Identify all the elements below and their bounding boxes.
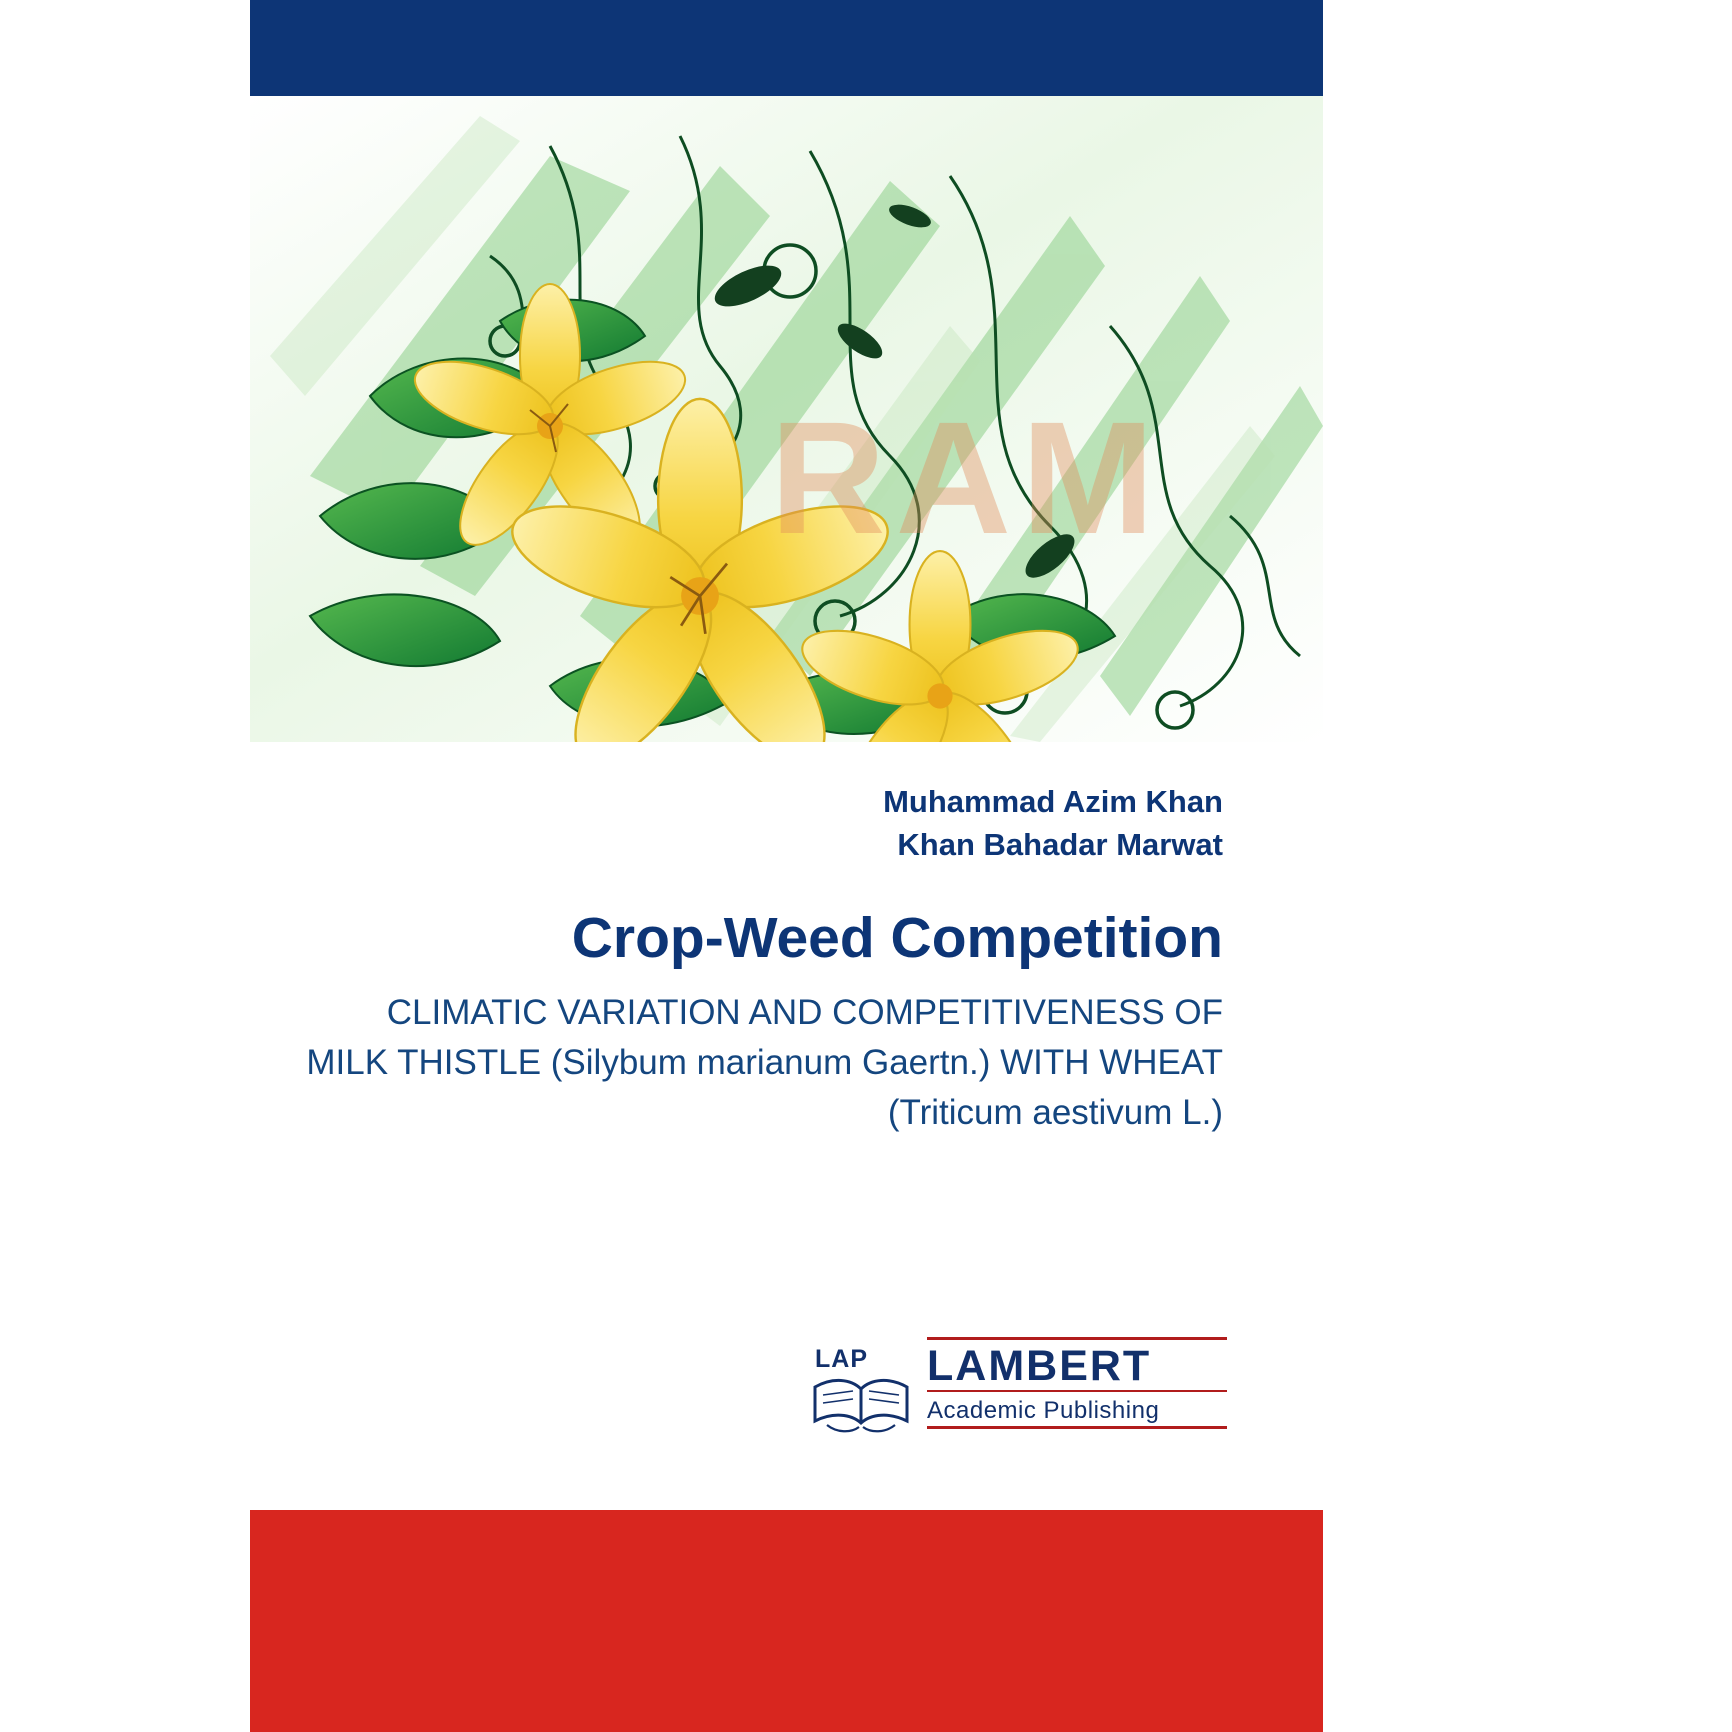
publisher-tagline: Academic Publishing <box>927 1392 1227 1429</box>
book-subtitle: CLIMATIC VARIATION AND COMPETITIVENESS OF MILK THISTLE (Silybum marianum Gaertn.) WITH WHEAT (Triticum aestivum L.) <box>306 993 1223 1132</box>
publisher-logo <box>805 1337 1225 1442</box>
publisher-name: LAMBERT <box>927 1337 1227 1392</box>
open-book-icon <box>807 1371 915 1433</box>
lap-wordmark: LAP <box>815 1345 868 1373</box>
bottom-color-band <box>250 1510 1323 1732</box>
publisher-text <box>927 1337 1227 1429</box>
top-color-band <box>250 0 1323 96</box>
floral-artwork-svg <box>250 96 1323 742</box>
artwork-watermark: RAM <box>770 388 1165 567</box>
cover-artboard <box>250 0 1323 1732</box>
author-name: Khan Bahadar Marwat <box>897 827 1223 862</box>
lap-mark <box>805 1343 917 1435</box>
cover-illustration <box>250 96 1323 742</box>
author-name: Muhammad Azim Khan <box>883 784 1223 819</box>
author-list <box>323 780 1223 866</box>
book-title: Crop-Weed Competition <box>571 906 1223 970</box>
